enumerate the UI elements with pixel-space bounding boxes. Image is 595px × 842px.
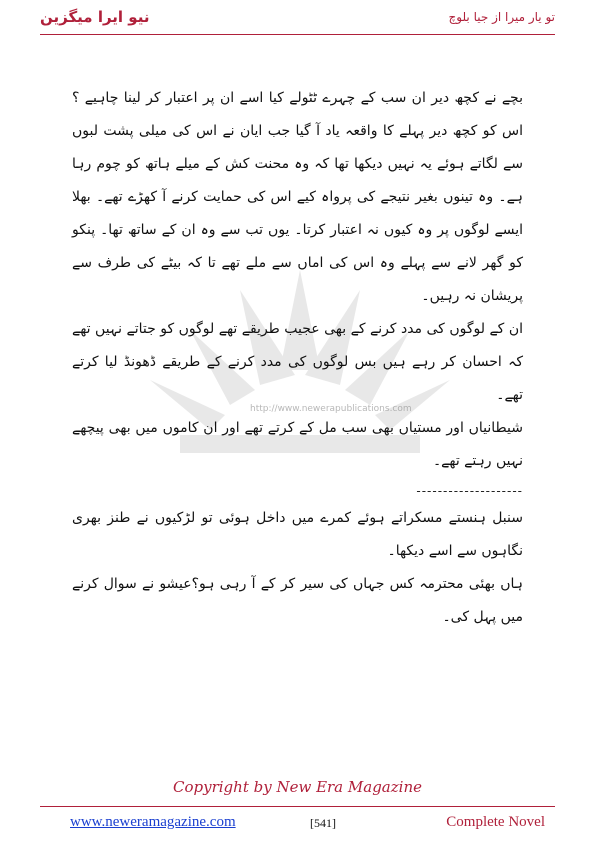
paragraph: بچے نے کچھ دیر ان سب کے چہرے ٹٹولے کیا اسے ان پر اعتبار کر لینا چاہیے ؟اس کو کچھ دیر پہلے کا واقعہ یاد آ گیا جب ایان نے اس کی میلی پشت لبوں سے لگاتے ہوئے یہ نہیں دیکھا تھا کہ وہ محنت کش کے میلے ہاتھ کو چوم رہا ہے۔ وہ تینوں بغیر نتیجے کی پرواہ کیے اس کی حمایت کرنے آ کھڑے تھے۔ بھلا ایسے لوگوں پر وہ کیوں نہ اعتبار کرتا۔ یوں تب سے وہ ان کے ساتھ تھا۔ پنکو کو گھر لانے سے پہلے وہ اس کی اماں سے ملے تھے تا کہ بیٹے کی طرف سے پریشان نہ رہیں۔ [72,90,523,304]
novel-title: تو یار میرا از جیا بلوچ [448,10,555,24]
paragraph: سنبل ہنستے مسکراتے ہوئے کمرے میں داخل ہوئی تو لڑکیوں نے طنز بھری نگاہوں سے اسے دیکھا۔ [72,510,523,559]
paragraph: ہاں بھئی محترمہ کس جہاں کی سیر کر کے آ رہی ہو؟عیشو نے سوال کرنے میں پہل کی۔ [72,576,523,625]
section-divider: -------------------- [416,484,523,498]
page-header [40,8,555,32]
copyright-text: Copyright by New Era Magazine [173,778,422,796]
website-link[interactable]: www.neweramagazine.com [70,814,236,830]
document-body [72,82,523,634]
page-footer [40,814,555,834]
paragraph: شیطانیاں اور مستیاں بھی سب مل کے کرتے تھے اور ان کاموں میں بھی پیچھے نہیں رہتے تھے۔ [72,420,523,469]
footer-divider [40,806,555,807]
magazine-name: نیو ایرا میگزین [40,8,150,26]
page-number: [541] [310,816,336,830]
paragraph: ان کے لوگوں کی مدد کرنے کے بھی عجیب طریقے تھے لوگوں کو جتاتے نہیں تھے کہ احسان کر رہے ہیں بس لوگوں کی مدد کرنے کے طریقے ڈھونڈ لیا کرتے تھے۔ [72,321,523,403]
complete-novel-label: Complete Novel [446,814,545,830]
watermark-url: http://www.newerapublications.com [250,404,412,414]
header-divider [40,34,555,35]
